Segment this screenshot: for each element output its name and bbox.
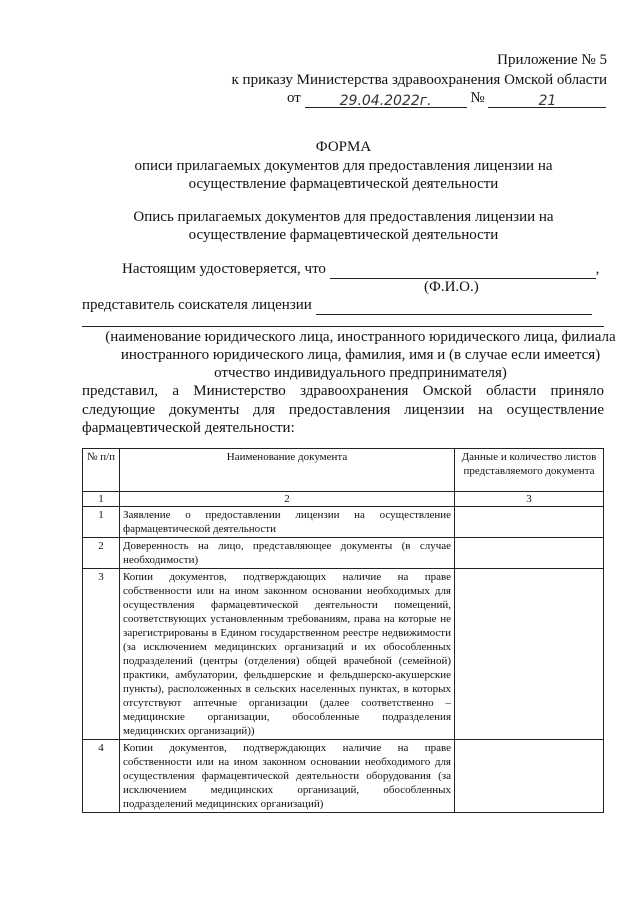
- header-document-name: Наименование документа: [120, 449, 455, 492]
- document-name: Доверенность на лицо, представляющее документы (в случае необходимости): [120, 538, 455, 569]
- row-number: 2: [83, 538, 120, 569]
- table-row: [83, 569, 604, 740]
- paragraph-line2: следующие документы для предоставления лицензии на осуществление: [82, 402, 604, 418]
- column-number: 2: [120, 492, 455, 507]
- document-heading-line1: Опись прилагаемых документов для предоставления лицензии на: [133, 209, 554, 225]
- order-date-line: [287, 88, 606, 108]
- row-number: 1: [83, 507, 120, 538]
- table-header-row: [83, 449, 604, 492]
- paragraph-line3: фармацевтической деятельности:: [82, 420, 295, 436]
- representative-field: [316, 298, 592, 315]
- form-subtitle-line2: осуществление фармацевтической деятельности: [188, 176, 499, 192]
- date-field: [305, 91, 467, 108]
- document-heading-line2: осуществление фармацевтической деятельности: [188, 227, 499, 243]
- fio-caption: (Ф.И.О.): [424, 279, 479, 295]
- document-name: Заявление о предоставлении лицензии на осуществление фармацевтической деятельности: [120, 507, 455, 538]
- name-field: [330, 262, 596, 279]
- organization-field-line: [82, 326, 604, 327]
- organization-caption-line2: иностранного юридического лица, фамилия, имя и (в случае если имеется): [120, 347, 601, 363]
- table-row: [83, 507, 604, 538]
- column-number-row: [83, 492, 604, 507]
- appendix-label: Приложение № 5: [497, 52, 607, 68]
- number-field: [488, 91, 606, 108]
- form-title: ФОРМА: [315, 139, 372, 155]
- row-number: 3: [83, 569, 120, 740]
- comma: ,: [595, 261, 600, 277]
- order-reference: к приказу Министерства здравоохранения Омской области: [231, 72, 607, 88]
- certify-text: Настоящим удостоверяется, что: [122, 261, 326, 277]
- handwritten-date: 29.04.2022г.: [339, 93, 432, 109]
- organization-caption-line3: отчество индивидуального предпринимателя): [214, 365, 507, 381]
- paragraph-line1: представил, а Министерство здравоохранения Омской области приняло: [82, 383, 604, 399]
- form-subtitle-line1: описи прилагаемых документов для предоставления лицензии на: [134, 158, 553, 174]
- representative-label: представитель соискателя лицензии: [82, 297, 312, 313]
- from-label: от: [287, 90, 301, 106]
- row-number: 4: [83, 740, 120, 813]
- documents-table: [82, 448, 604, 813]
- document-data-cell[interactable]: [455, 507, 604, 538]
- header-number: № п/п: [83, 449, 120, 492]
- organization-caption-line1: (наименование юридического лица, иностранного юридического лица, филиала: [105, 329, 616, 345]
- document-name: Копии документов, подтверждающих наличие на праве собственности или на ином законном основании необходимого для осуществления фармацевтической деятельности оборудования (за исключением медицинских организаций, обособленных подразделений медицинских организаций): [120, 740, 455, 813]
- document-data-cell[interactable]: [455, 569, 604, 740]
- table-row: [83, 538, 604, 569]
- header-document-data: Данные и количество листов представляемого документа: [455, 449, 604, 492]
- document-data-cell[interactable]: [455, 740, 604, 813]
- handwritten-number: 21: [538, 93, 557, 109]
- column-number: 1: [83, 492, 120, 507]
- column-number: 3: [455, 492, 604, 507]
- certify-line: [122, 260, 599, 279]
- document-name: Копии документов, подтверждающих наличие на праве собственности или на ином законном основании необходимых для осуществления фармацевтической деятельности помещений, соответствующих установленным требованиям, права на которые не зарегистрированы в Едином государственном реестре недвижимости (за исключением медицинских организаций и их обособленных подразделений (центры (отделения) общей врачебной (семейной) практики, амбулатории, фельдшерские и фельдшерско-акушерские пункты), расположенных в сельских населенных пунктах, в которых отсутствуют аптечные организации (далее соответственно – медицинские организации, обособленные подразделения медицинских организаций)): [120, 569, 455, 740]
- representative-line: [82, 296, 592, 315]
- document-data-cell[interactable]: [455, 538, 604, 569]
- number-label: №: [470, 90, 485, 106]
- table-row: [83, 740, 604, 813]
